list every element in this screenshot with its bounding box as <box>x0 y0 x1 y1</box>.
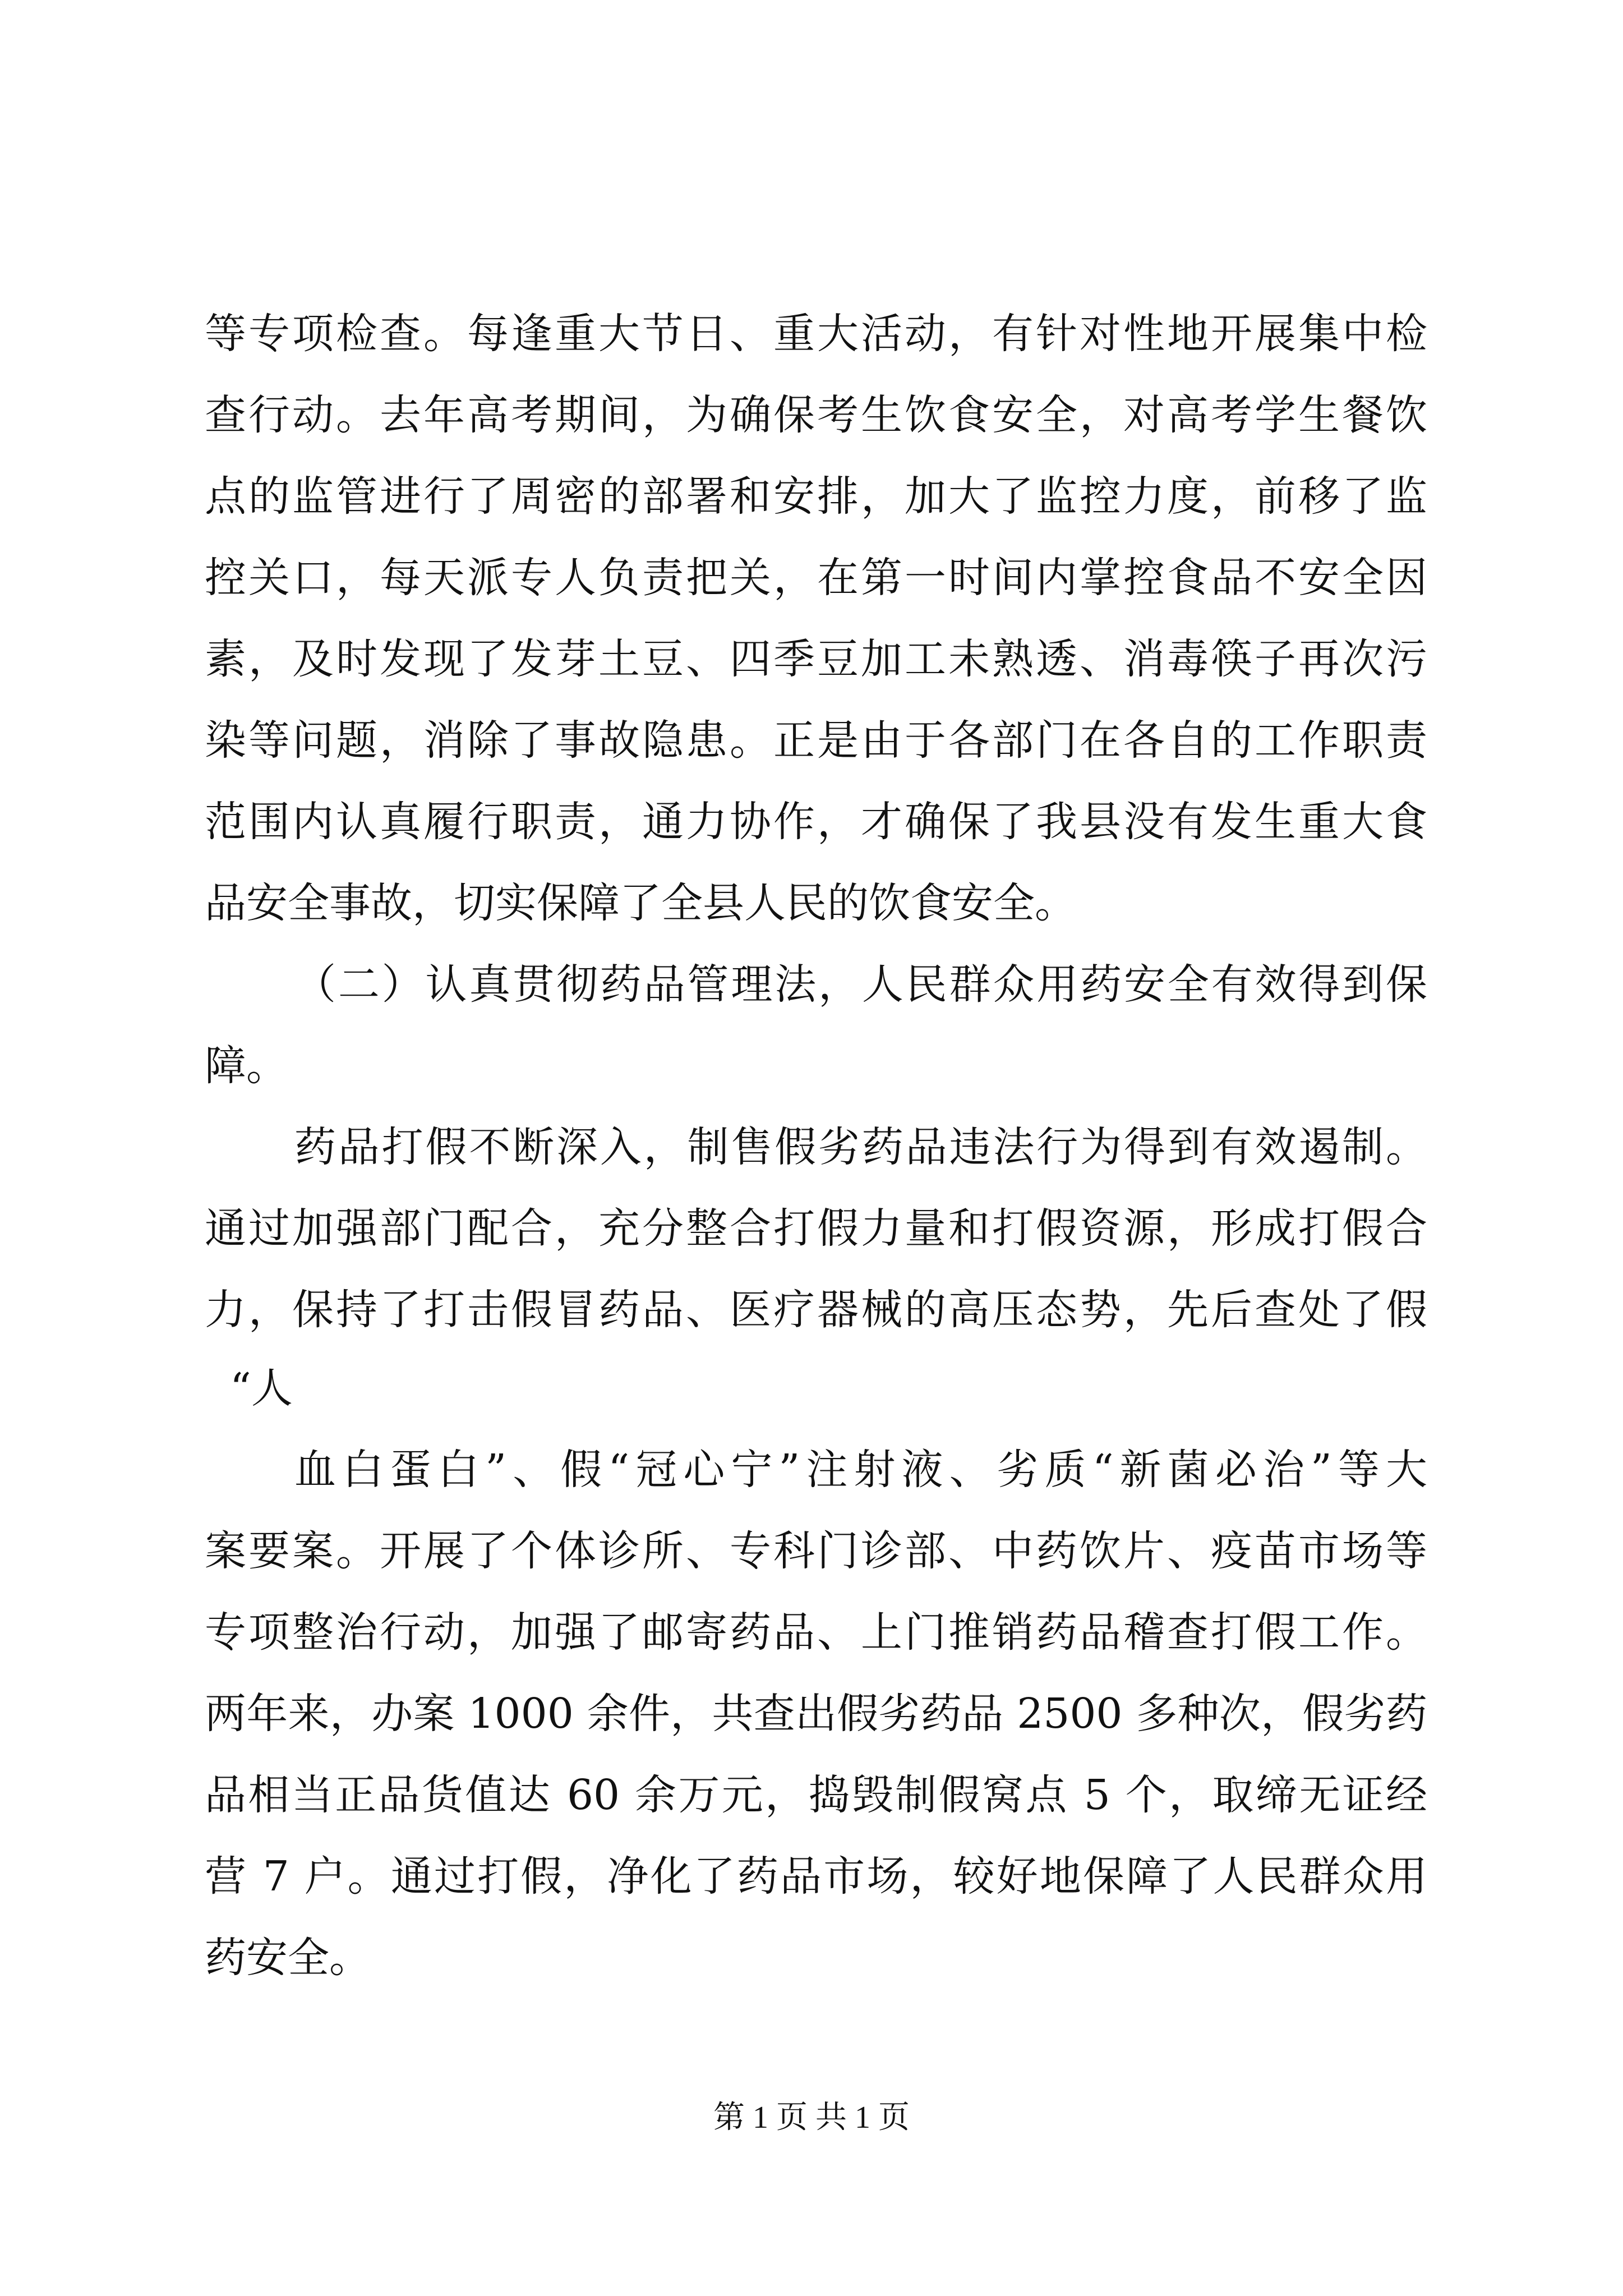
section-heading: （二）认真贯彻药品管理法，人民群众用药安全有效得到保 <box>294 960 1427 1009</box>
section-heading-continued: 障。 <box>205 1042 288 1090</box>
text-line: 力，保持了打击假冒药品、医疗器械的高压态势，先后查处了假 <box>205 1286 1427 1334</box>
page-footer: 第 1 页 共 1 页 <box>713 2100 910 2135</box>
text-line: 控关口，每天派专人负责把关，在第一时间内掌控食品不安全因 <box>205 554 1427 602</box>
text-line: 药品打假不断深入，制售假劣药品违法行为得到有效遏制。 <box>294 1123 1427 1171</box>
text-line: 品安全事故，切实保障了全县人民的饮食安全。 <box>205 879 1076 927</box>
text-line: 药安全。 <box>205 1934 371 1982</box>
text-line: 范围内认真履行职责，通力协作，才确保了我县没有发生重大食 <box>205 798 1427 846</box>
text-line: 染等问题，消除了事故隐患。正是由于各部门在各自的工作职责 <box>205 716 1427 765</box>
text-line: 专项整治行动，加强了邮寄药品、上门推销药品稽查打假工作。 <box>205 1608 1427 1657</box>
text-line: 案要案。开展了个体诊所、专科门诊部、中药饮片、疫苗市场等 <box>205 1527 1427 1575</box>
text-line: 血白蛋白”、假“冠心宁”注射液、劣质“新菌必治”等大 <box>294 1446 1427 1494</box>
text-line: 营 7 户。通过打假，净化了药品市场，较好地保障了人民群众用 <box>205 1852 1427 1901</box>
text-line: 等专项检查。每逢重大节日、重大活动，有针对性地开展集中检 <box>205 310 1427 358</box>
text-line: 品相当正品货值达 60 余万元，捣毁制假窝点 5 个，取缔无证经 <box>205 1771 1427 1819</box>
text-line: 点的监管进行了周密的部署和安排，加大了监控力度，前移了监 <box>205 472 1427 521</box>
text-line: 查行动。去年高考期间，为确保考生饮食安全，对高考学生餐饮 <box>205 391 1427 439</box>
text-line: 两年来，办案 1000 余件，共查出假劣药品 2500 多种次，假劣药 <box>205 1690 1427 1738</box>
text-line: 通过加强部门配合，充分整合打假力量和打假资源，形成打假合 <box>205 1204 1427 1253</box>
text-line: 素，及时发现了发芽土豆、四季豆加工未熟透、消毒筷子再次污 <box>205 635 1427 683</box>
text-line: “人 <box>230 1364 293 1412</box>
